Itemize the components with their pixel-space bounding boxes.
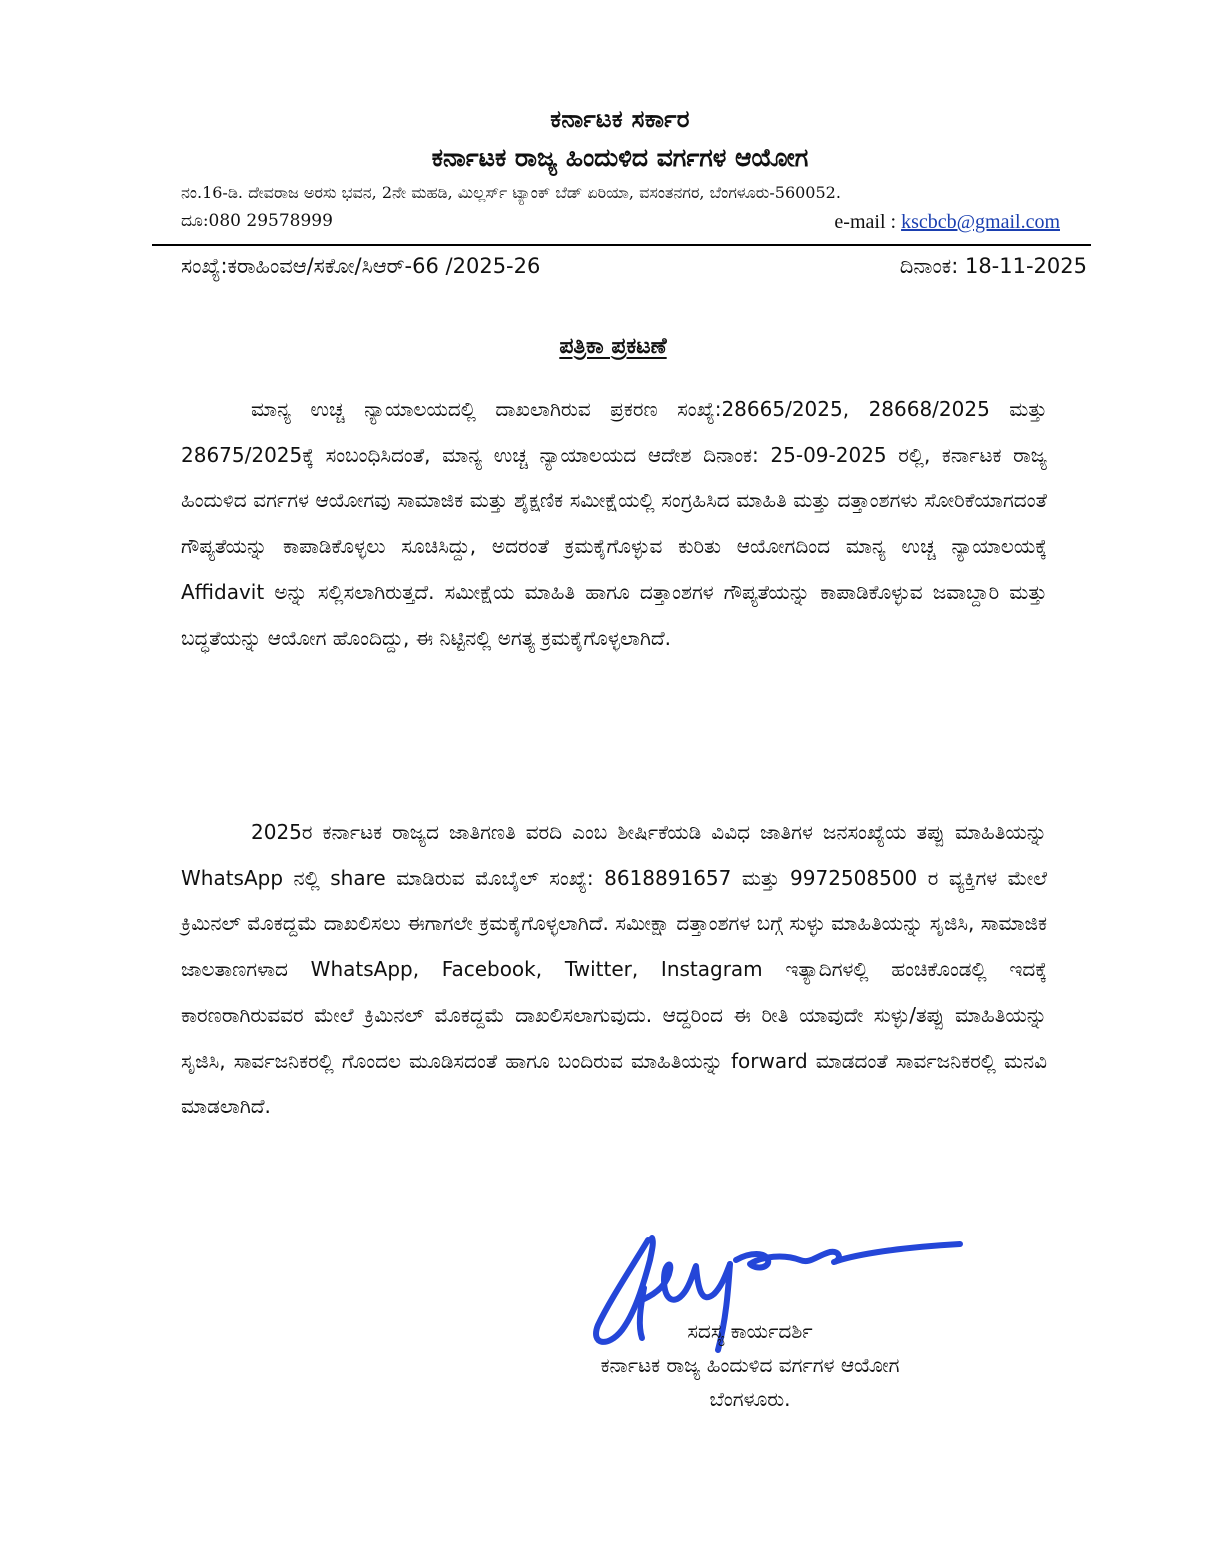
signatory-block xyxy=(500,1314,1000,1416)
email-link[interactable]: kscbcb@gmail.com xyxy=(901,211,1060,233)
body-paragraph-1: ಮಾನ್ಯ ಉಚ್ಚ ನ್ಯಾಯಾಲಯದಲ್ಲಿ ದಾಖಲಾಗಿರುವ ಪ್ರಕರಣ ಸಂಖ್ಯೆ:28665/2025, 28668/2025 ಮತ್ತು 28675/2025ಕ್ಕೆ ಸಂಬಂಧಿಸಿದಂತೆ, ಮಾನ್ಯ ಉಚ್ಚ ನ್ಯಾಯಾಲಯದ ಆದೇಶ ದಿನಾಂಕ: 25-09-2025 ರಲ್ಲಿ, ಕರ್ನಾಟಕ ರಾಜ್ಯ ಹಿಂದುಳಿದ ವರ್ಗಗಳ ಆಯೋಗವು ಸಾಮಾಜಿಕ ಮತ್ತು ಶೈಕ್ಷಣಿಕ ಸಮೀಕ್ಷೆಯಲ್ಲಿ ಸಂಗ್ರಹಿಸಿದ ಮಾಹಿತಿ ಮತ್ತು ದತ್ತಾಂಶಗಳು ಸೋರಿಕೆಯಾಗದಂತೆ ಗೌಪ್ಯತೆಯನ್ನು ಕಾಪಾಡಿಕೊಳ್ಳಲು ಸೂಚಿಸಿದ್ದು, ಅದರಂತೆ ಕ್ರಮಕೈಗೊಳ್ಳುವ ಕುರಿತು ಆಯೋಗದಿಂದ ಮಾನ್ಯ ಉಚ್ಚ ನ್ಯಾಯಾಲಯಕ್ಕೆ Affidavit ಅನ್ನು ಸಲ್ಲಿಸಲಾಗಿರುತ್ತದೆ. ಸಮೀಕ್ಷೆಯ ಮಾಹಿತಿ ಹಾಗೂ ದತ್ತಾಂಶಗಳ ಗೌಪ್ಯತೆಯನ್ನು ಕಾಪಾಡಿಕೊಳ್ಳುವ ಜವಾಬ್ದಾರಿ ಮತ್ತು ಬದ್ಧತೆಯನ್ನು ಆಯೋಗ ಹೊಂದಿದ್ದು, ಈ ನಿಟ್ಟಿನಲ್ಲಿ ಅಗತ್ಯ ಕ್ರಮಕೈಗೊಳ್ಳಲಾಗಿದೆ. xyxy=(181,397,1047,650)
signatory-city: ಬೆಂಗಳೂರು. xyxy=(709,1387,791,1411)
signatory-organization: ಕರ್ನಾಟಕ ರಾಜ್ಯ ಹಿಂದುಳಿದ ವರ್ಗಗಳ ಆಯೋಗ xyxy=(600,1353,900,1377)
phone-number: ದೂ:080 29578999 xyxy=(181,211,333,231)
signatory-designation: ಸದಸ್ಯ ಕಾರ್ಯದರ್ಶಿ xyxy=(687,1319,813,1343)
office-address: ನಂ.16-ಡಿ. ದೇವರಾಜ ಅರಸು ಭವನ, 2ನೇ ಮಹಡಿ, ಮಿಲ್ಲರ್ಸ್ ಟ್ಯಾಂಕ್ ಬೆಡ್ ಏರಿಯಾ, ವಸಂತನಗರ, ಬೆಂಗಳೂರು-560052. xyxy=(181,183,841,202)
document-date: ದಿನಾಂಕ: 18-11-2025 xyxy=(899,254,1087,278)
press-release-title: ಪತ್ರಿಕಾ ಪ್ರಕಟಣೆ xyxy=(559,334,667,359)
government-title: ಕರ್ನಾಟಕ ಸರ್ಕಾರ xyxy=(550,105,690,133)
body-paragraph-2: 2025ರ ಕರ್ನಾಟಕ ರಾಜ್ಯದ ಜಾತಿಗಣತಿ ವರದಿ ಎಂಬ ಶೀರ್ಷಿಕೆಯಡಿ ವಿವಿಧ ಜಾತಿಗಳ ಜನಸಂಖ್ಯೆಯ ತಪ್ಪು ಮಾಹಿತಿಯನ್ನು WhatsApp ನಲ್ಲಿ share ಮಾಡಿರುವ ಮೊಬೈಲ್ ಸಂಖ್ಯೆ: 8618891657 ಮತ್ತು 9972508500 ರ ವ್ಯಕ್ತಿಗಳ ಮೇಲೆ ಕ್ರಿಮಿನಲ್ ಮೊಕದ್ದಮೆ ದಾಖಲಿಸಲು ಈಗಾಗಲೇ ಕ್ರಮಕೈಗೊಳ್ಳಲಾಗಿದೆ. ಸಮೀಕ್ಷಾ ದತ್ತಾಂಶಗಳ ಬಗ್ಗೆ ಸುಳ್ಳು ಮಾಹಿತಿಯನ್ನು ಸೃಜಿಸಿ, ಸಾಮಾಜಿಕ ಜಾಲತಾಣಗಳಾದ WhatsApp, Facebook, Twitter, Instagram ಇತ್ಯಾದಿಗಳಲ್ಲಿ ಹಂಚಿಕೊಂಡಲ್ಲಿ ಇದಕ್ಕೆ ಕಾರಣರಾಗಿರುವವರ ಮೇಲೆ ಕ್ರಿಮಿನಲ್ ಮೊಕದ್ದಮೆ ದಾಖಲಿಸಲಾಗುವುದು. ಆದ್ದರಿಂದ ಈ ರೀತಿ ಯಾವುದೇ ಸುಳ್ಳು/ತಪ್ಪು ಮಾಹಿತಿಯನ್ನು ಸೃಜಿಸಿ, ಸಾರ್ವಜನಿಕರಲ್ಲಿ ಗೊಂದಲ ಮೂಡಿಸದಂತೆ ಹಾಗೂ ಬಂದಿರುವ ಮಾಹಿತಿಯನ್ನು forward ಮಾಡದಂತೆ ಸಾರ್ವಜನಿಕರಲ್ಲಿ ಮನವಿ ಮಾಡಲಾಗಿದೆ. xyxy=(181,820,1047,1119)
commission-title: ಕರ್ನಾಟಕ ರಾಜ್ಯ ಹಿಂದುಳಿದ ವರ್ಗಗಳ ಆಯೋಗ xyxy=(431,143,809,172)
reference-number: ಸಂಖ್ಯೆ:ಕರಾಹಿಂವಆ/ಸಕೋ/ಸಿಆರ್-66 /2025-26 xyxy=(181,254,541,278)
header-divider xyxy=(152,244,1091,246)
email-row xyxy=(834,211,1060,234)
email-label: e-mail : xyxy=(834,211,902,233)
